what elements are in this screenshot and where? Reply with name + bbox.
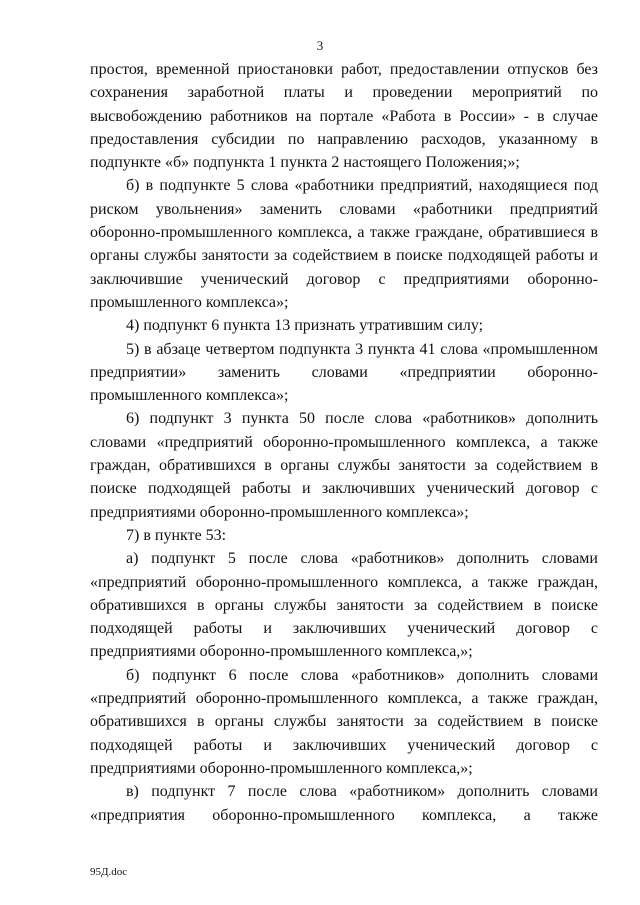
- paragraph-item-4: 4) подпункт 6 пункта 13 признать утратившим силу;: [126, 317, 484, 335]
- document-body: [90, 58, 598, 827]
- footer-filename: 95Д.doc: [90, 866, 128, 878]
- paragraph-item-7: 7) в пункте 53:: [126, 526, 227, 544]
- paragraph-item-7v: в) подпункт 7 после слова «работником» дополнить словами «предприятия оборонно-промышленного комплекса, а также: [90, 783, 598, 824]
- paragraph-item-6: 6) подпункт 3 пункта 50 после слова «работников» дополнить словами «предприятий оборонно-промышленного комплекса, а также граждан, обратившихся в органы службы занятости за содействием в поиске подходящей работы и заключивших ученический договор с предприятиями оборонно-промышленного комплекса»;: [90, 410, 598, 521]
- paragraph-item-5: 5) в абзаце четвертом подпункта 3 пункта 41 слова «промышленном предприятии» заменить словами «предприятии оборонно-промышленного комплекса»;: [90, 340, 598, 405]
- paragraph-item-b-subitem-5: б) в подпункте 5 слова «работники предприятий, находящиеся под риском увольнения» заменить словами «работники предприятий оборонно-промышленного комплекса, а также граждане, обратившиеся в органы службы занятости за содействием в поиске подходящей работы и заключившие ученический договор с предприятиями оборонно-промышленного комплекса»;: [90, 177, 598, 311]
- paragraph-item-7b: б) подпункт 6 после слова «работников» дополнить словами «предприятий оборонно-промышленного комплекса, а также граждан, обратившихся в органы службы занятости за содействием в поиске подходящей работы и заключивших ученический договор с предприятиями оборонно-промышленного комплекса,»;: [90, 666, 598, 777]
- paragraph-item-7a: а) подпункт 5 после слова «работников» дополнить словами «предприятий оборонно-промышленного комплекса, а также граждан, обратившихся в органы службы занятости за содействием в поиске подходящей работы и заключивших ученический договор с предприятиями оборонно-промышленного комплекса,»;: [90, 550, 598, 661]
- paragraph-continuation: простоя, временной приостановки работ, предоставлении отпусков без сохранения заработной платы и проведении мероприятий по высвобождению работников на портале «Работа в России» - в случае предоставления субсидии по направлению расходов, указанному в подпункте «б» подпункта 1 пункта 2 настоящего Положения;»;: [90, 61, 598, 172]
- page-number: 3: [316, 38, 324, 53]
